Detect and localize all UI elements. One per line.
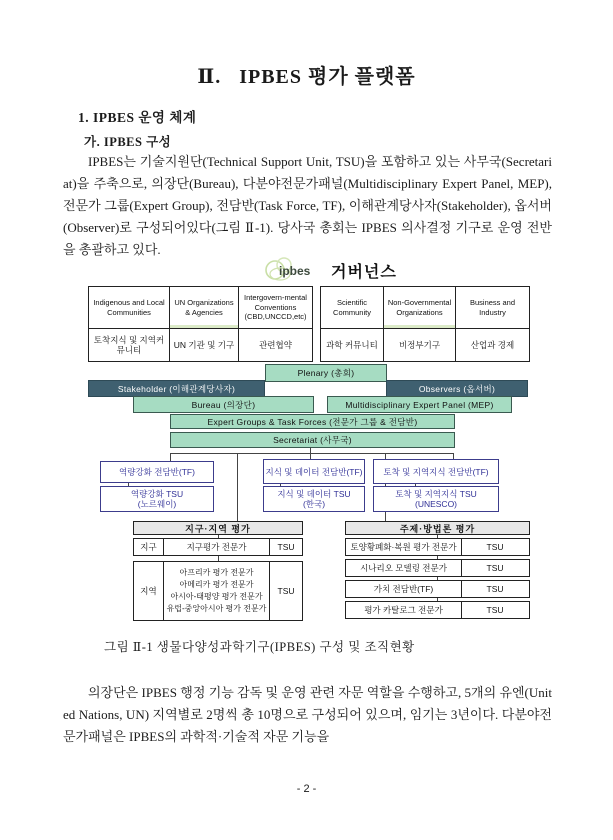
table-cell: 과학 커뮤니티 (321, 328, 383, 361)
expert-line: 아프리카 평가 전문가 (179, 568, 254, 577)
tsu-cell: TSU (269, 539, 302, 555)
mep-bar: Multidisciplinary Expert Panel (MEP) (327, 396, 512, 413)
tsu-box (100, 486, 214, 512)
table-cell: Scientific Community (333, 298, 371, 317)
connector-line (170, 454, 171, 461)
thematic-row (345, 559, 530, 577)
scope-cell: 지구 (140, 542, 157, 552)
table-cell: Intergovern-mental Conventions (CBD,UNCCD,etc) (238, 287, 312, 328)
tsu-cell: TSU (461, 581, 528, 597)
expert-line: 아메리카 평가 전문가 (179, 580, 254, 589)
experts-cell: 시나리오 모델링 전문가 (360, 563, 447, 573)
stakeholder-table-right (320, 286, 530, 362)
table-cell: 산업과 경제 (455, 328, 529, 361)
regional-row-regions (133, 561, 303, 621)
diagram-title: 거버넌스 (331, 264, 397, 281)
bureau-bar: Bureau (의장단) (133, 396, 314, 413)
tsu-box (373, 486, 499, 512)
tsu-host: (UNESCO) (414, 499, 458, 509)
regional-assessment-header: 지구·지역 평가 (133, 521, 303, 535)
stakeholder-table-left (88, 286, 313, 362)
scope-cell: 지역 (140, 586, 157, 596)
connector-line (170, 453, 454, 454)
stakeholder-bar: Stakeholder (이해관계당사자) (88, 380, 265, 397)
section-heading: 1. IPBES 운영 체계 (78, 110, 197, 125)
task-force-box: 토착 및 지역지식 전담반(TF) (373, 459, 499, 484)
svg-text:ipbes: ipbes (279, 264, 311, 278)
task-force-box: 역량강화 전담반(TF) (100, 461, 214, 483)
paragraph-bureau-mep: 의장단은 IPBES 행정 기능 감독 및 운영 관련 자문 역할을 수행하고, 5개의 유엔(United Nations, UN) 지역별로 2명씩 총 10명으로 구성되어 있으며, 임기는 3년이다. 다분야전문가패널은 IPBES의 과학적·기술적 자문 기능을 (63, 685, 552, 744)
ipbes-logo-icon (263, 256, 321, 284)
tsu-box (263, 486, 365, 512)
experts-cell: 가치 전담반(TF) (373, 584, 434, 594)
figure-caption: 그림 Ⅱ-1 생물다양성과학기구(IPBES) 구성 및 조직현황 (104, 640, 415, 654)
thematic-row (345, 538, 530, 556)
table-cell: UN 기관 및 기구 (169, 328, 238, 361)
observers-bar: Observers (옵서버) (386, 380, 528, 397)
page-number: - 2 - (296, 783, 317, 795)
tsu-cell: TSU (461, 539, 528, 555)
table-cell: Non-Governmental Organizations (383, 287, 455, 328)
table-cell: Indigenous and Local Communities (93, 298, 165, 317)
regional-row-global (133, 538, 303, 556)
table-cell: UN Organizations & Agencies (169, 287, 238, 328)
tsu-name: 지식 및 데이터 TSU (277, 489, 351, 499)
connector-line (237, 454, 238, 521)
paragraph-ipbes-composition: IPBES는 기술지원단(Technical Support Unit, TSU)을 포함하고 있는 사무국(Secretariat)을 주축으로, 의장단(Bureau), 다분야전문가패널(Multidisciplinary Expert Panel, MEP), 전문가 그룹(Expert Group), 전담반(Task Force, TF), 이해관계당사자(Stakeholder), 옵서버(Observer)로 구성되어있다(그림 Ⅱ-1). 당사국 총회는 IPBES 의사결정 기구로 운영 전반을 총괄하고 있다. (63, 154, 552, 257)
plenary-bar: Plenary (총회) (265, 364, 387, 382)
subsection-heading: 가. IPBES 구성 (84, 135, 172, 149)
expert-line: 아시아-태평양 평가 전문가 (170, 592, 263, 601)
experts-cell (163, 539, 269, 555)
experts-cell (163, 562, 269, 620)
tsu-host: (노르웨이) (137, 499, 177, 509)
task-force-box: 지식 및 데이터 전담반(TF) (263, 459, 365, 484)
expert-line: 지구평가 전문가 (186, 542, 247, 552)
tsu-cell: TSU (461, 602, 528, 618)
thematic-assessment-header: 주제·방법론 평가 (345, 521, 530, 535)
tsu-host: (한국) (302, 499, 326, 509)
table-cell: 토착지식 및 지역커뮤니티 (89, 328, 169, 361)
thematic-row (345, 601, 530, 619)
secretariat-bar: Secretariat (사무국) (170, 432, 455, 448)
page-title: Ⅱ. IPBES 평가 플랫폼 (197, 66, 416, 88)
tsu-name: 역량강화 TSU (130, 489, 184, 499)
table-cell: 비정부기구 (383, 328, 455, 361)
expert-groups-bar: Expert Groups & Task Forces (전문가 그룹 & 전담반) (170, 414, 455, 429)
thematic-row (345, 580, 530, 598)
experts-cell: 토양황폐화·복원 평가 전문가 (350, 542, 457, 552)
tsu-cell: TSU (461, 560, 528, 576)
experts-cell: 평가 카탈로그 전문가 (364, 605, 443, 615)
ipbes-logo (263, 256, 321, 284)
table-cell: Business and Industry (455, 287, 529, 328)
table-cell: 관련협약 (238, 328, 312, 361)
tsu-name: 토착 및 지역지식 TSU (395, 489, 477, 499)
expert-line: 유럽-중앙아시아 평가 전문가 (166, 604, 267, 613)
tsu-cell: TSU (269, 562, 302, 620)
